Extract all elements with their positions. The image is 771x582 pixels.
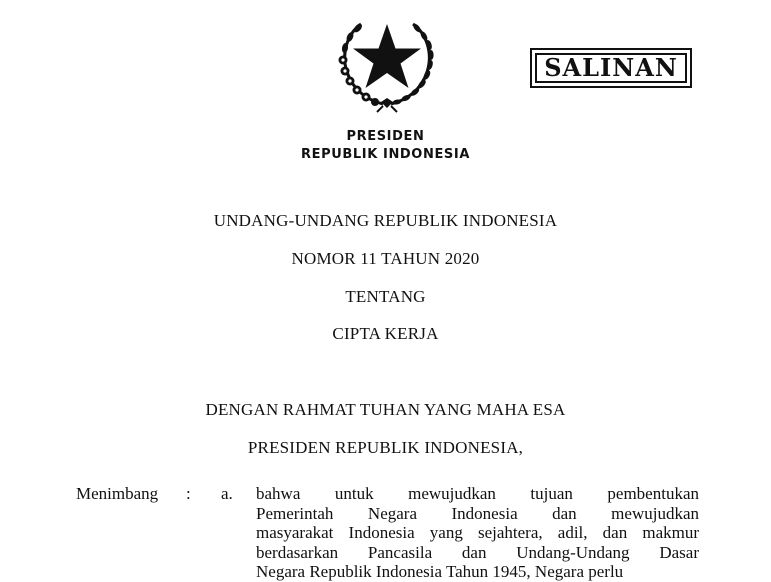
header-president: PRESIDEN: [346, 129, 425, 144]
presidential-emblem-icon: [331, 10, 443, 114]
considering-label: Menimbang: [76, 484, 159, 503]
preamble-grace: DENGAN RAHMAT TUHAN YANG MAHA ESA: [205, 400, 566, 419]
salinan-stamp: [530, 48, 692, 88]
stamp-label: SALINAN: [544, 53, 678, 82]
paragraph-line: masyarakat Indonesia yang sejahtera, adil, dan makmur: [256, 523, 699, 542]
law-about: TENTANG: [345, 287, 426, 306]
law-number: NOMOR 11 TAHUN 2020: [291, 249, 480, 268]
preamble-president: PRESIDEN REPUBLIK INDONESIA,: [247, 438, 524, 457]
considering-colon: :: [186, 484, 191, 503]
emblem-star: [353, 24, 421, 88]
paragraph-line: bahwa untuk mewujudkan tujuan pembentukan: [256, 484, 699, 503]
law-title: UNDANG-UNDANG REPUBLIK INDONESIA: [213, 211, 558, 230]
paragraph-line: Pemerintah Negara Indonesia dan mewujudkan: [256, 503, 699, 523]
paragraph-line: Negara Republik Indonesia Tahun 1945, Negara perlu: [256, 562, 624, 581]
header-republic: REPUBLIK INDONESIA: [301, 147, 470, 162]
paragraph-line: berdasarkan Pancasila dan Undang-Undang Dasar: [256, 542, 699, 562]
considering-paragraph-a: [256, 484, 699, 582]
item-marker: a.: [221, 484, 233, 503]
law-subject: CIPTA KERJA: [332, 324, 439, 343]
